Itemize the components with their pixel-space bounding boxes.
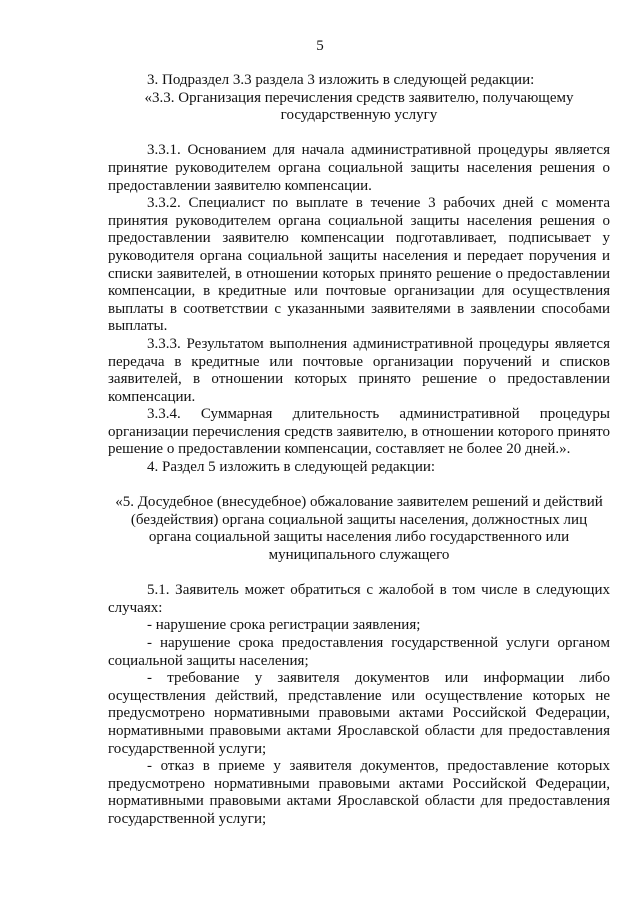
paragraph-p1: «3.3. Организация перечисления средств заявителю, получающему государственную услугу — [144, 89, 574, 124]
paragraph-p2: 3.3.1. Основанием для начала административной процедуры является принятие руководителем органа социальной защиты населения решения о предоставлении заявителю компенсации. — [108, 142, 610, 194]
paragraph-p10: - нарушение срока предоставления государственной услуги органом социальной защиты населения; — [108, 635, 610, 669]
spacer — [108, 477, 610, 495]
paragraph-p11: - требование у заявителя документов или информации либо осуществления действий, представление или осуществление которых не предусмотрено нормативными правовыми актами Российской Федерации, нормативными правовыми актами Ярославской области для предоставления государственной услуги; — [108, 670, 610, 757]
paragraph-p12: - отказ в приеме у заявителя документов, предоставление которых предусмотрено нормативными правовыми актами Российской Федерации, нормативными правовыми актами Ярославской области для предоставления государственной услуги; — [108, 758, 610, 827]
page-number: 5 — [316, 38, 324, 54]
paragraph-p0: 3. Подраздел 3.3 раздела 3 изложить в следующей редакции: — [147, 72, 535, 88]
paragraph-p5: 3.3.4. Суммарная длительность административной процедуры организации перечисления средств заявителю, в отношении которого принято решение о предоставлении компенсации, составляет не более 20 дней.». — [108, 406, 610, 458]
document-body — [108, 72, 610, 829]
paragraph-p8: 5.1. Заявитель может обратиться с жалобой в том числе в следующих случаях: — [108, 582, 610, 616]
paragraph-p4: 3.3.3. Результатом выполнения административной процедуры является передача в кредитные или почтовые организации поручений и списков заявителей, в отношении которых принято решение о предоставлении компенсации. — [108, 335, 610, 405]
paragraph-p6: 4. Раздел 5 изложить в следующей редакции: — [147, 459, 436, 476]
paragraph-p3: 3.3.2. Специалист по выплате в течение 3 рабочих дней с момента принятия руководителем органа социальной защиты населения решения о предоставлении заявителю компенсации подготавливает, подписывает у руководителя органа социальной защиты населения и передает поручения и списки заявителей, в отношении которых принято решение о предоставлении компенсации, в кредитные или почтовые организации для осуществления выплаты в соответствии с указанными заявителями в заявлении способами выплаты. — [108, 195, 610, 335]
paragraph-p7: «5. Досудебное (внесудебное) обжалование заявителем решений и действий (бездействия) органа социальной защиты населения, должностных лиц органа социальной защиты населения либо государственного или муниципального служащего — [115, 494, 603, 564]
spacer — [108, 125, 610, 143]
paragraph-p9: - нарушение срока регистрации заявления; — [147, 617, 421, 634]
spacer — [108, 565, 610, 583]
